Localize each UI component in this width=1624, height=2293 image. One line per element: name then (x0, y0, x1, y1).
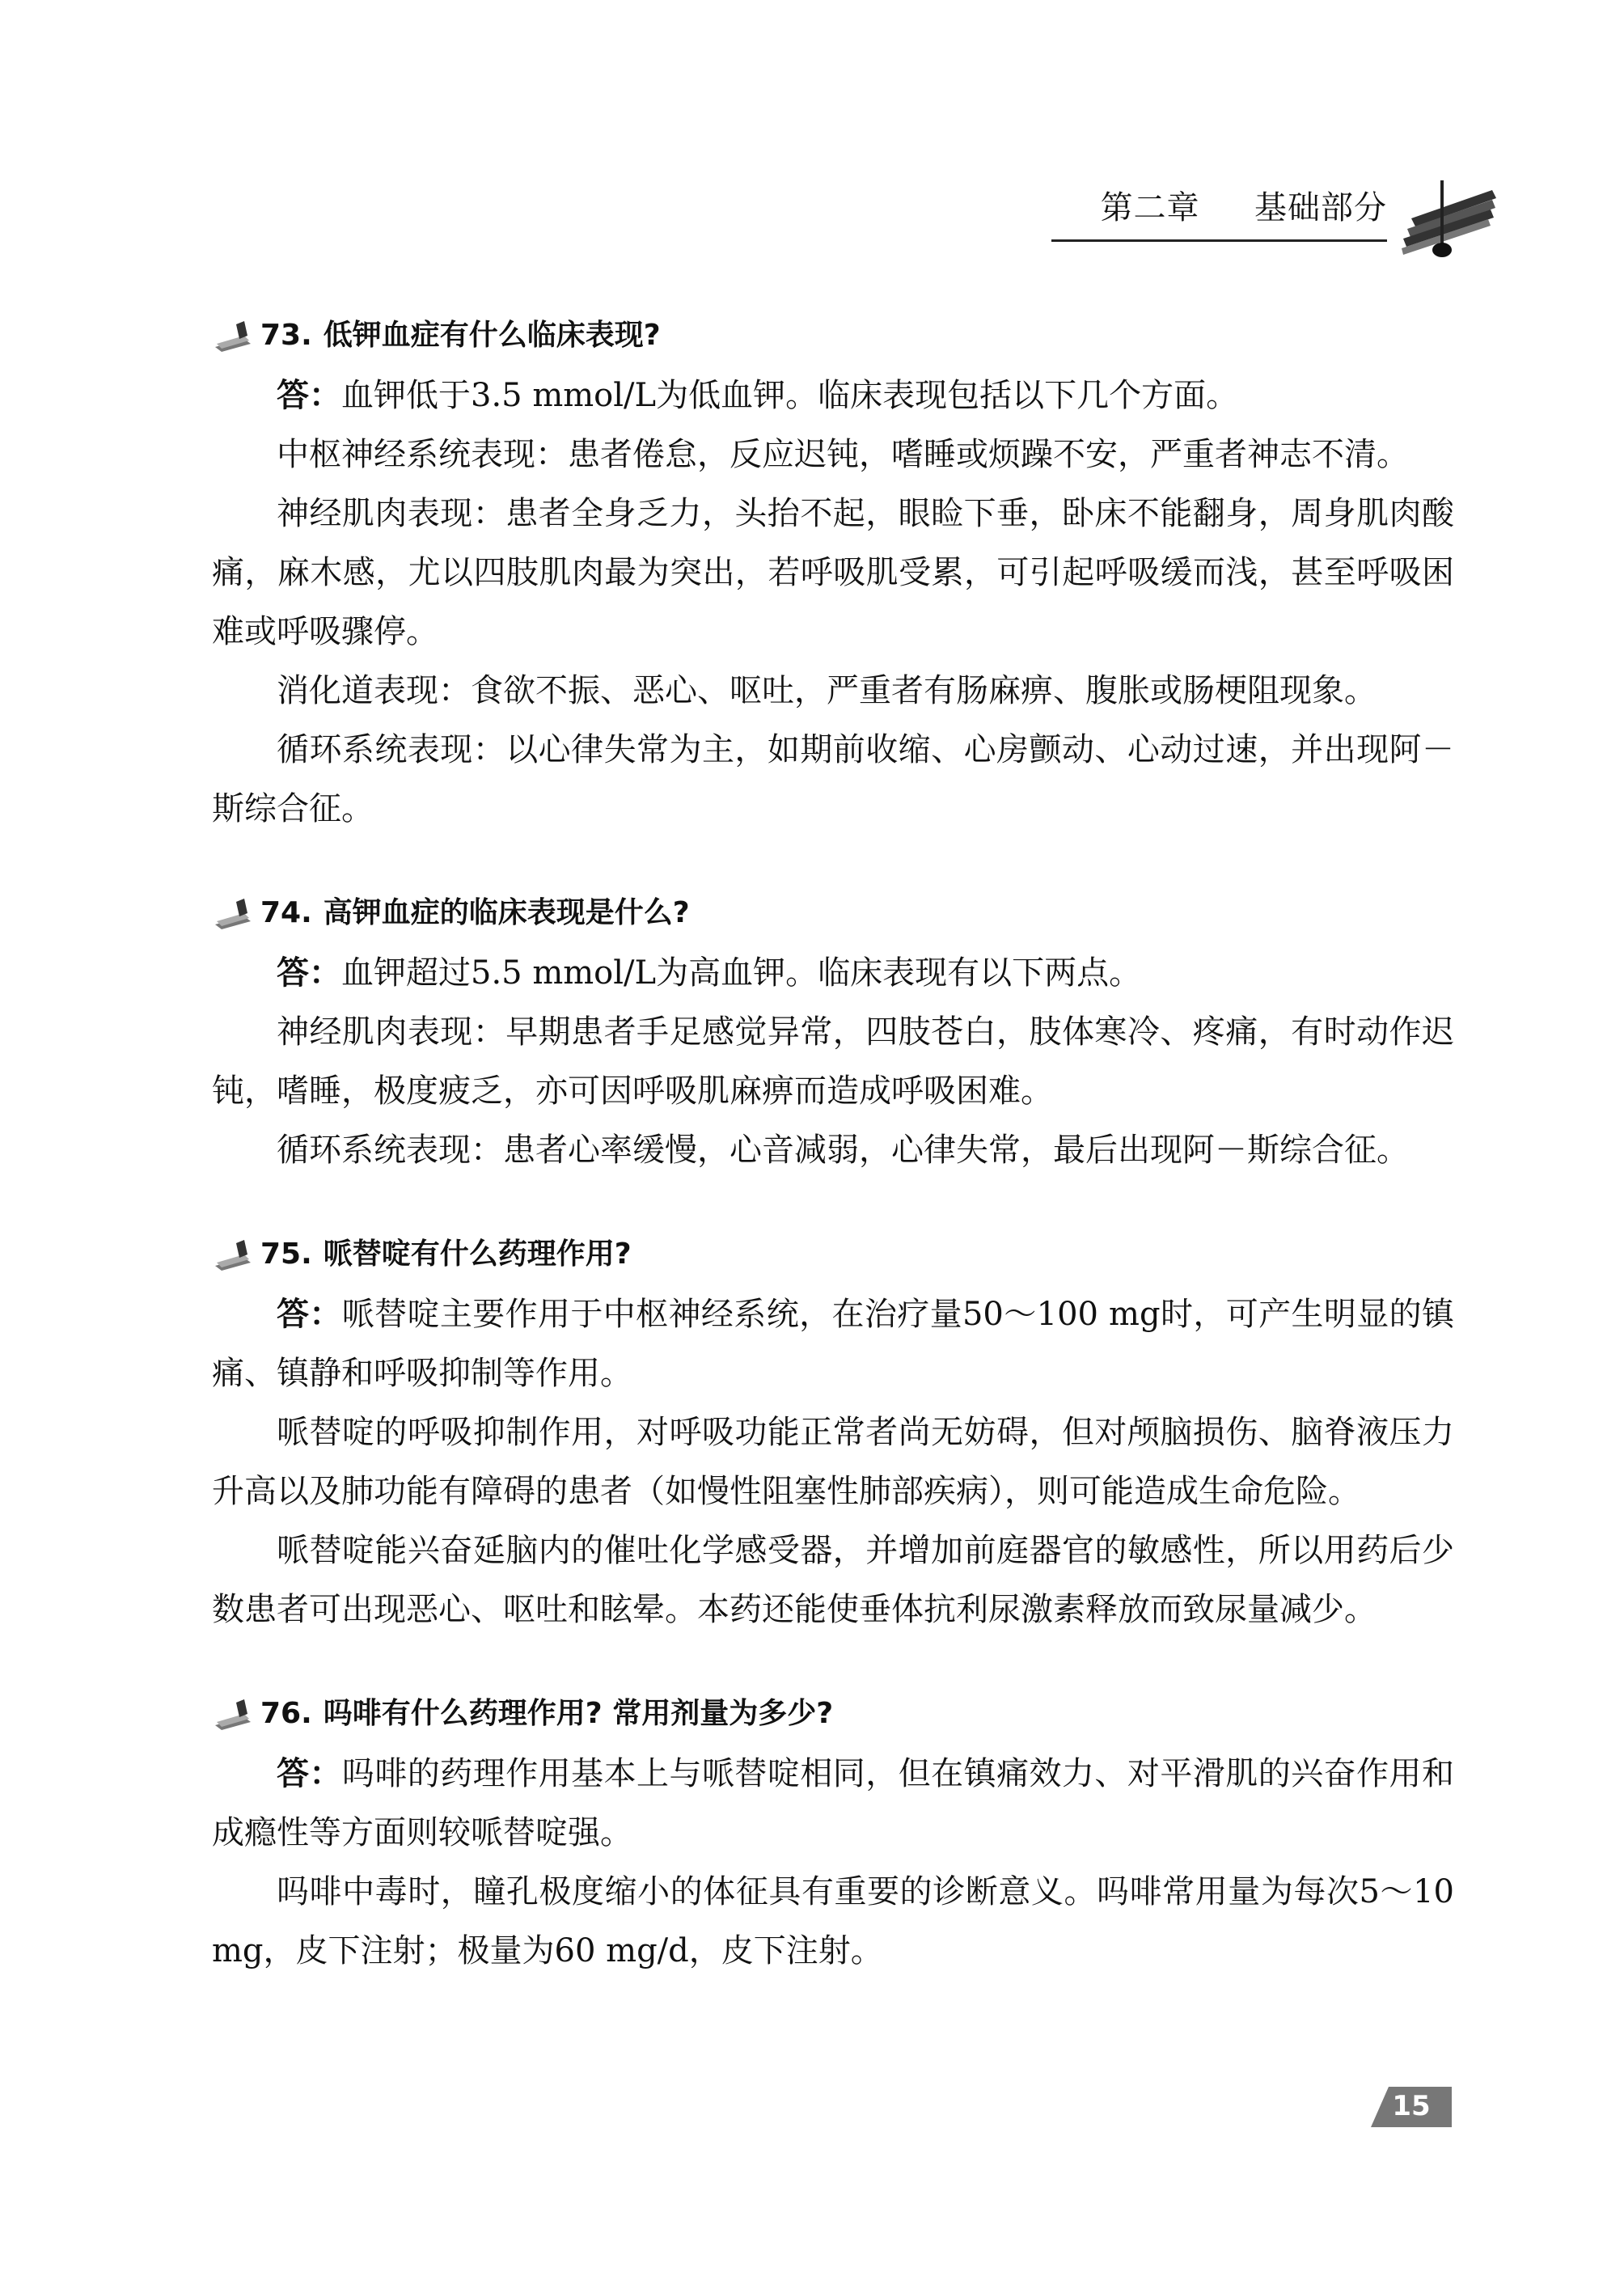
answer-paragraph: 答：吗啡的药理作用基本上与哌替啶相同，但在镇痛效力、对平滑肌的兴奋作用和成瘾性等方面则较哌替啶强。 (212, 1755, 1455, 1851)
pencil-book-icon (212, 1238, 254, 1271)
chapter-label: 第二章 (1100, 189, 1200, 226)
question-number: 73. (260, 319, 312, 352)
qa-section-74 (212, 889, 1454, 1180)
pencil-book-icon (212, 319, 254, 352)
qa-section-76 (212, 1690, 1454, 1981)
paragraph: 神经肌肉表现：患者全身乏力，头抬不起，眼睑下垂，卧床不能翻身，周身肌肉酸痛，麻木感，尤以四肢肌肉最为突出，若呼吸肌受累，可引起呼吸缓而浅，甚至呼吸困难或呼吸骤停。 (212, 495, 1454, 650)
question-text: 低钾血症有什么临床表现? (323, 319, 661, 352)
section-label: 基础部分 (1254, 189, 1387, 226)
paragraph: 哌替啶的呼吸抑制作用，对呼吸功能正常者尚无妨碍，但对颅脑损伤、脑脊液压力升高以及肺功能有障碍的患者（如慢性阻塞性肺部疾病），则可能造成生命危险。 (212, 1414, 1454, 1510)
paragraph: 消化道表现：食欲不振、恶心、呕吐，严重者有肠麻痹、腹胀或肠梗阻现象。 (277, 672, 1377, 709)
main-content (212, 311, 1454, 2031)
paragraph: 哌替啶能兴奋延脑内的催吐化学感受器，并增加前庭器官的敏感性，所以用药后少数患者可出现恶心、呕吐和眩晕。本药还能使垂体抗利尿激素释放而致尿量减少。 (212, 1532, 1454, 1628)
answer-paragraph: 答：血钾超过5.5 mmol/L为高血钾。临床表现有以下两点。 (277, 954, 1142, 992)
paragraph: 中枢神经系统表现：患者倦怠，反应迟钝，嗜睡或烦躁不安，严重者神志不清。 (277, 436, 1409, 473)
question-number: 76. (260, 1697, 312, 1730)
running-header (1051, 182, 1387, 242)
answer-label: 答： (277, 1296, 342, 1333)
paragraph: 循环系统表现：患者心率缓慢，心音减弱，心律失常，最后出现阿－斯综合征。 (277, 1132, 1409, 1169)
question-text: 高钾血症的临床表现是什么? (323, 896, 690, 929)
question-text: 哌替啶有什么药理作用? (323, 1237, 632, 1271)
question-number: 75. (260, 1237, 312, 1271)
book-logo-icon (1395, 174, 1500, 263)
answer-label: 答： (277, 377, 341, 414)
answer-label: 答： (277, 1755, 342, 1792)
paragraph: 神经肌肉表现：早期患者手足感觉异常，四肢苍白，肢体寒冷、疼痛，有时动作迟钝，嗜睡，极度疲乏，亦可因呼吸肌麻痹而造成呼吸困难。 (212, 1013, 1454, 1110)
answer-paragraph: 答：哌替啶主要作用于中枢神经系统，在治疗量50～100 mg时，可产生明显的镇痛、镇静和呼吸抑制等作用。 (212, 1296, 1455, 1392)
answer-paragraph: 答：血钾低于3.5 mmol/L为低血钾。临床表现包括以下几个方面。 (277, 377, 1239, 414)
page-number-badge (1371, 2087, 1452, 2127)
pencil-book-icon (212, 1698, 254, 1730)
question-heading (212, 889, 1454, 937)
question-heading (212, 311, 1454, 360)
paragraph: 循环系统表现：以心律失常为主，如期前收缩、心房颤动、心动过速，并出现阿－斯综合征。 (212, 731, 1454, 827)
paragraph: 吗啡中毒时，瞳孔极度缩小的体征具有重要的诊断意义。吗啡常用量为每次5～10 mg，皮下注射；极量为60 mg/d，皮下注射。 (212, 1873, 1454, 1969)
question-text: 吗啡有什么药理作用? 常用剂量为多少? (323, 1697, 834, 1730)
qa-section-73 (212, 311, 1454, 839)
question-heading (212, 1690, 1454, 1738)
question-heading (212, 1230, 1454, 1279)
pencil-book-icon (212, 897, 254, 929)
question-number: 74. (260, 896, 312, 929)
qa-section-75 (212, 1230, 1454, 1639)
page-number: 15 (1392, 2090, 1431, 2122)
answer-label: 答： (277, 954, 341, 992)
